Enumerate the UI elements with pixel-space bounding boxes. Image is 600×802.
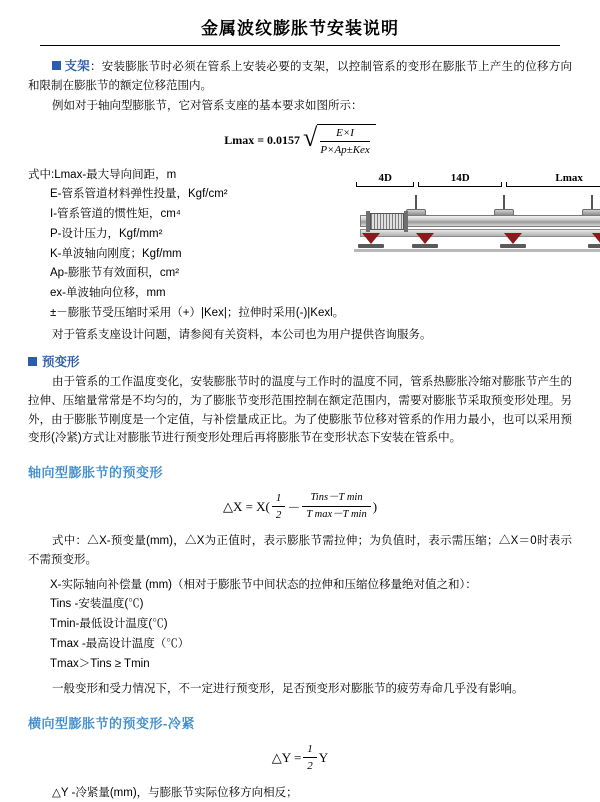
axial-footnote: 一般变形和受力情况下，不一定进行预变形，足否预变形对膨胀节的疲劳寿命几乎没有影响。 xyxy=(52,683,524,696)
axial-definition-item: Tmax＞Tins ≥ Tmin xyxy=(50,657,150,670)
anchor-support xyxy=(358,233,384,249)
definition-item: 式中:Lmax-最大导向间距，m xyxy=(28,168,177,181)
sqrt-sign-icon: √ xyxy=(303,122,318,152)
axial-equation xyxy=(28,491,572,523)
fraction-numerator: 1 xyxy=(275,491,282,504)
document-body xyxy=(0,56,600,802)
guide-support xyxy=(412,233,438,249)
guide-support xyxy=(588,233,600,249)
support-heading-inline-text: ：安装膨胀节时必须在管系上安装必要的支架，以控制管系的变形在膨胀节上产生的位移方向和限制在膨胀节的额定位移范围内。 xyxy=(28,61,572,92)
pipe-hanger xyxy=(406,195,426,217)
guide-support xyxy=(500,233,526,249)
minus-sign: － xyxy=(287,500,301,516)
sqrt-expression xyxy=(303,124,376,158)
pre-deformation-heading xyxy=(28,352,572,370)
definition-item: E-管系管道材料弹性投量，Kgf/cm² xyxy=(50,188,228,201)
definitions-and-diagram xyxy=(28,164,583,324)
blue-square-bullet-icon xyxy=(52,61,61,70)
axial-definition-list xyxy=(28,576,572,675)
fraction-denominator: 2 xyxy=(303,757,317,773)
definition-item: ±－膨胀节受压缩时采用（+）|Kex|；拉伸时采用(-)|Kexl。 xyxy=(50,306,345,319)
axial-definition-item: Tmax -最高设计温度（℃） xyxy=(50,637,190,650)
pipe-assembly xyxy=(354,189,600,267)
lateral-section-heading: 横向型膨胀节的预变形-冷紧 xyxy=(28,716,195,732)
bellows-expansion-joint xyxy=(370,213,404,230)
dimension-14d xyxy=(416,172,504,187)
dimension-bracket xyxy=(356,182,414,187)
dimension-4d xyxy=(354,172,416,187)
definition-item: Ap-膨胀节有效面积，cm² xyxy=(50,267,180,280)
dimension-bracket xyxy=(506,182,600,187)
title-divider xyxy=(40,45,560,46)
dimension-label: 14D xyxy=(450,171,470,184)
blue-square-bullet-icon xyxy=(28,357,37,366)
axial-where-intro: 式中：△X-预变量(mm)，△X为正值时，表示膨胀节需拉伸；为负值时，表示需压缩；△X＝0时表示不需预变形。 xyxy=(28,535,572,567)
diagram-dimension-row xyxy=(354,172,600,187)
pre-deformation-heading-label: 预变形 xyxy=(42,355,80,370)
lmax-formula-lhs: Lmax = 0.0157 xyxy=(224,133,301,148)
support-example-paragraph: 例如对于轴向型膨胀节，它对管系支座的基本要求如图所示： xyxy=(52,100,363,113)
lateral-note: △Y -冷紧量(mm)，与膨胀节实际位移方向相反； xyxy=(52,786,298,799)
fraction-one-half xyxy=(303,742,317,774)
pipe-shadow xyxy=(360,229,600,237)
lmax-formula xyxy=(28,124,572,158)
lateral-equation-rhs: Y xyxy=(318,749,329,765)
document-page xyxy=(0,14,600,799)
axial-definition-item: Tins -安装温度(℃) xyxy=(50,598,144,611)
fraction-temperature-ratio xyxy=(302,491,370,521)
dimension-lmax xyxy=(504,172,600,187)
fraction-numerator: Tins－T min xyxy=(310,492,363,504)
page-title: 金属波纹膨胀节安装说明 xyxy=(201,19,399,38)
definition-item: ex-单波轴向位移，mm xyxy=(50,287,166,300)
dimension-bracket xyxy=(418,182,502,187)
axial-definition-item: X-实际轴向补偿量 (mm)（相对于膨胀节中间状态的拉伸和压缩位移量绝对值之和）： xyxy=(50,578,477,591)
pre-deformation-paragraph: 由于管系的工作温度变化，安装膨胀节时的温度与工作时的温度不同，管系热膨胀冷缩对膨胀节产生的拉伸、压缩量常常是不均匀的，为了膨胀节变形范围控制在额定范围内，需要对膨胀节采取预变形处理。另外，由于膨胀节刚度是一个定值，与补偿量成正比。为了使膨胀节位移对管系的作用力最小，也可以采用预变形(冷紧)方式让对膨胀节进行预变形处理后再将膨胀节在变形状态下安装在管系中。 xyxy=(28,376,572,445)
piping-support-diagram xyxy=(354,172,600,282)
dimension-label: Lmax xyxy=(555,171,583,184)
support-heading: 支架 xyxy=(64,59,90,73)
lmax-numerator: E×I xyxy=(336,126,354,139)
flange xyxy=(404,211,408,232)
lateral-equation xyxy=(28,742,572,774)
definition-item: I-管系管道的惯性矩，cm⁴ xyxy=(50,208,181,221)
fraction-numerator: 1 xyxy=(307,743,313,756)
definition-item: K-单波轴向刚度；Kgf/mm xyxy=(50,247,182,260)
lateral-equation-lhs: △Y = xyxy=(271,749,302,765)
axial-equation-lhs: △X = X( xyxy=(222,498,270,514)
fraction-one-half xyxy=(272,491,286,523)
fraction-denominator: 2 xyxy=(272,506,286,522)
axial-equation-rhs: ) xyxy=(372,498,378,514)
definition-list xyxy=(28,166,344,324)
fraction-denominator: T max－T min xyxy=(302,506,370,522)
pipe-hanger xyxy=(494,195,514,217)
axial-section-heading: 轴向型膨胀节的预变形 xyxy=(28,464,164,480)
ground-line xyxy=(354,249,600,252)
axial-definition-item: Tmin-最低设计温度(℃) xyxy=(50,618,168,631)
support-section-paragraph xyxy=(28,56,572,95)
definition-item: P-设计压力，Kgf/mm² xyxy=(50,227,163,240)
lmax-denominator: P×Ap±Kex xyxy=(320,141,370,158)
dimension-label: 4D xyxy=(378,171,392,184)
pipe-hanger xyxy=(582,195,600,217)
consultation-note: 对于管系支座设计问题，请参阅有关资料，本公司也为用户提供咨询服务。 xyxy=(52,328,432,341)
